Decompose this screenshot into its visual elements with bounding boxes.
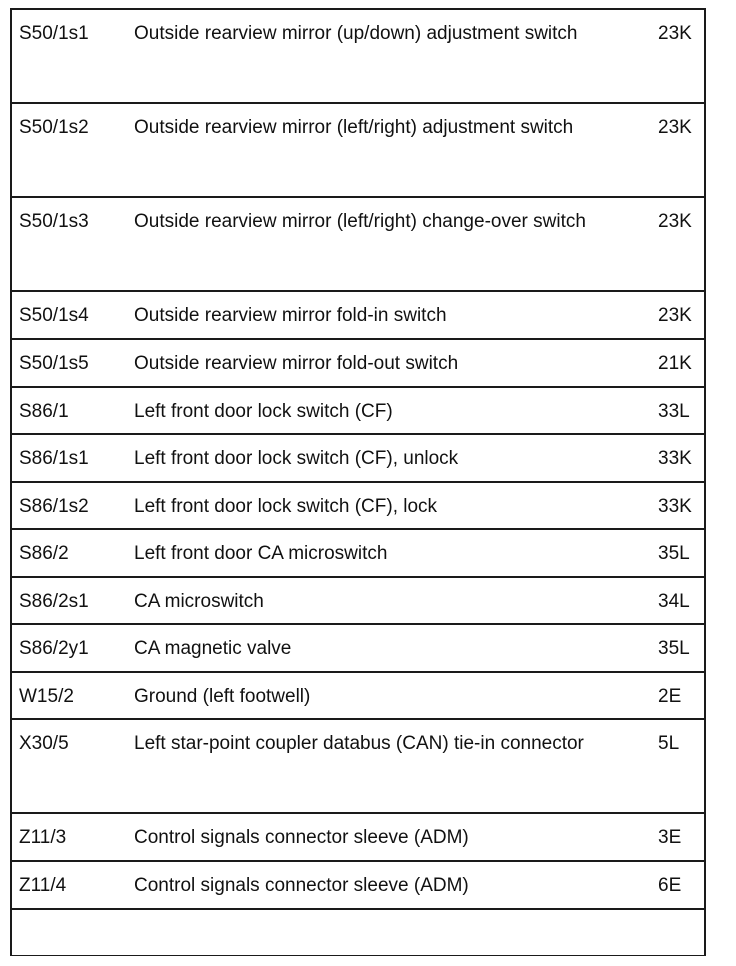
grid-reference: 23K xyxy=(658,211,692,232)
component-description: Left front door lock switch (CF) xyxy=(134,401,393,422)
component-code: Z11/4 xyxy=(19,875,67,896)
component-code: S50/1s4 xyxy=(19,305,89,326)
component-description: Left front door lock switch (CF), lock xyxy=(134,496,438,517)
component-code: S50/1s3 xyxy=(19,211,89,232)
grid-reference: 23K xyxy=(658,23,692,44)
empty-table-row xyxy=(12,910,704,958)
component-code: W15/2 xyxy=(19,686,74,707)
component-code: S86/1 xyxy=(19,401,69,422)
table-row xyxy=(12,578,704,625)
component-description: Outside rearview mirror fold-out switch xyxy=(134,353,459,374)
component-code: Z11/3 xyxy=(19,827,67,848)
component-description: Outside rearview mirror fold-in switch xyxy=(134,305,447,326)
grid-reference: 21K xyxy=(658,353,692,374)
grid-reference: 23K xyxy=(658,117,692,138)
table-row xyxy=(12,625,704,673)
grid-reference: 33K xyxy=(658,496,692,517)
component-description: CA magnetic valve xyxy=(134,638,292,659)
component-code: S86/1s1 xyxy=(19,448,89,469)
grid-reference: 34L xyxy=(658,591,690,612)
component-code: S86/2 xyxy=(19,543,69,564)
table-row xyxy=(12,198,704,292)
table-row xyxy=(12,435,704,483)
component-description: Outside rearview mirror (left/right) change-over switch xyxy=(134,211,586,232)
table-row xyxy=(12,814,704,862)
component-code: S86/1s2 xyxy=(19,496,89,517)
table-row xyxy=(12,720,704,814)
grid-reference: 5L xyxy=(658,733,680,754)
component-description: Ground (left footwell) xyxy=(134,686,311,707)
grid-reference: 33K xyxy=(658,448,692,469)
table-row xyxy=(12,292,704,340)
table-row xyxy=(12,388,704,435)
grid-reference: 33L xyxy=(658,401,690,422)
component-code: S50/1s1 xyxy=(19,23,89,44)
grid-reference: 6E xyxy=(658,875,682,896)
component-description: Left star-point coupler databus (CAN) tie-in connector xyxy=(134,733,584,754)
table-row xyxy=(12,340,704,388)
component-code: S50/1s5 xyxy=(19,353,89,374)
component-description: Control signals connector sleeve (ADM) xyxy=(134,875,469,896)
grid-reference: 23K xyxy=(658,305,692,326)
component-code: S86/2s1 xyxy=(19,591,89,612)
grid-reference: 3E xyxy=(658,827,682,848)
component-description: CA microswitch xyxy=(134,591,264,612)
component-code: X30/5 xyxy=(19,733,69,754)
component-description: Left front door CA microswitch xyxy=(134,543,388,564)
component-table xyxy=(10,8,706,956)
table-row xyxy=(12,10,704,104)
component-description: Left front door lock switch (CF), unlock xyxy=(134,448,459,469)
grid-reference: 2E xyxy=(658,686,682,707)
component-description: Control signals connector sleeve (ADM) xyxy=(134,827,469,848)
table-row xyxy=(12,104,704,198)
table-row xyxy=(12,483,704,530)
component-code: S86/2y1 xyxy=(19,638,89,659)
table-row xyxy=(12,530,704,578)
table-row xyxy=(12,673,704,720)
table-row xyxy=(12,862,704,910)
component-description: Outside rearview mirror (up/down) adjustment switch xyxy=(134,23,578,44)
component-description: Outside rearview mirror (left/right) adjustment switch xyxy=(134,117,574,138)
grid-reference: 35L xyxy=(658,543,690,564)
grid-reference: 35L xyxy=(658,638,690,659)
component-code: S50/1s2 xyxy=(19,117,89,138)
